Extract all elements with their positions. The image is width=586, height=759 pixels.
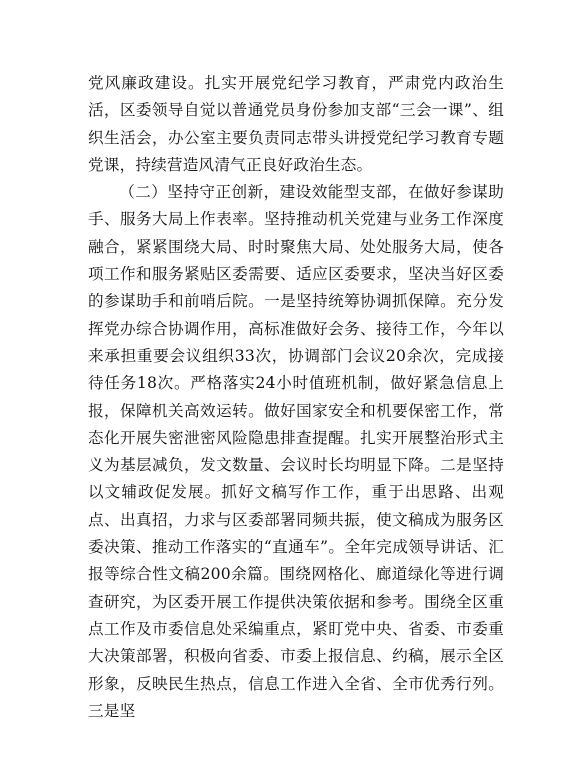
paragraph-efficiency-branch: （二）坚持守正创新，建设效能型支部，在做好参谋助手、服务大局上作表率。坚持推动机关党建与业务工作深度融合，紧紧围绕大局、时时聚焦大局、处处服务大局，使各项工作和服务紧贴区委需要、适应区委要求，坚决当好区委的参谋助手和前哨后院。一是坚持统筹协调抓保障。充分发挥党办综合协调作用，高标准做好会务、接待工作，今年以来承担重要会议组织33次，协调部门会议20余次，完成接待任务18次。严格落实24小时值班机制，做好紧急信息上报，保障机关高效运转。做好国家安全和机要保密工作，常态化开展失密泄密风险隐患排查提醒。扎实开展整治形式主义为基层减负，发文数量、会议时长均明显下降。二是坚持以文辅政促发展。抓好文稿写作工作，重于出思路、出观点、出真招，力求与区委部署同频共振，使文稿成为服务区委决策、推动工作落实的“直通车”。全年完成领导讲话、汇报等综合性文稿200余篇。围绕网格化、廊道绿化等进行调查研究，为区委开展工作提供决策依据和参考。围绕全区重点工作及市委信息处采编重点，紧盯党中央、省委、市委重大决策部署，积极向省委、市委上报信息、约稿，展示全区形象，反映民生热点，信息工作进入全省、全市优秀行列。三是坚 [88,183,504,720]
document-body [88,70,504,725]
paragraph-party-conduct: 党风廉政建设。扎实开展党纪学习教育，严肃党内政治生活，区委领导自觉以普通党员身份参加支部“三会一课”、组织生活会，办公室主要负责同志带头讲授党纪学习教育专题党课，持续营造风清气正良好政治生态。 [88,74,504,174]
